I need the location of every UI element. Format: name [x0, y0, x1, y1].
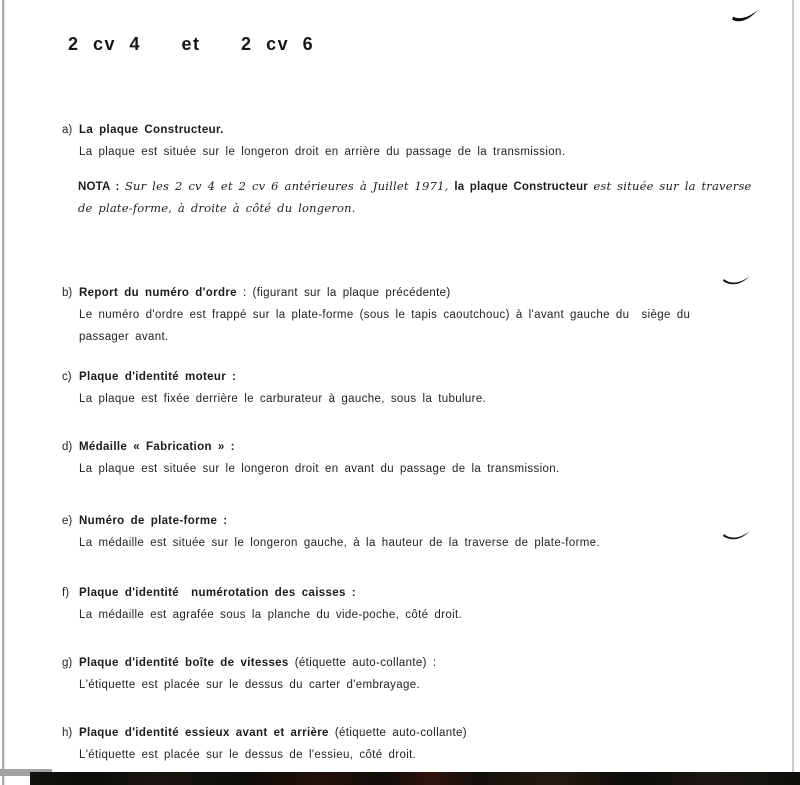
section-label: b): [62, 287, 73, 299]
section-e: [62, 511, 600, 554]
section-label: d): [62, 441, 73, 453]
check-mark-icon: [722, 272, 752, 288]
scan-edge-right: [792, 0, 794, 785]
section-body-line: L'étiquette est placée sur le dessus du carter d'embrayage.: [79, 679, 421, 691]
nota-line-2: de plate-forme, à droite à côté du longeron.: [78, 201, 356, 215]
section-heading: Médaille « Fabrication » :: [79, 441, 235, 453]
section-body-line: La plaque est située sur le longeron droit en arrière du passage de la transmission.: [79, 146, 566, 158]
section-d: [62, 437, 560, 480]
section-body-line: La plaque est située sur le longeron droit en avant du passage de la transmission.: [79, 463, 560, 475]
section-body-line: L'étiquette est placée sur le dessus de l'essieu, côté droit.: [79, 749, 417, 761]
scan-artifact-black-bar: [30, 772, 800, 785]
section-body-line: La médaille est située sur le longeron gauche, à la hauteur de la traverse de plate-forme.: [79, 537, 600, 549]
section-heading: La plaque Constructeur.: [79, 124, 224, 136]
section-h: [62, 723, 467, 766]
check-mark-icon: [722, 527, 752, 543]
section-body-line: La médaille est agrafée sous la planche du vide-poche, côté droit.: [79, 609, 463, 621]
scan-edge-left-light: [4, 0, 5, 785]
check-mark-icon: [731, 7, 762, 25]
section-label: g): [62, 657, 73, 669]
section-label: h): [62, 727, 73, 739]
section-heading: Plaque d'identité numérotation des caisses :: [79, 587, 356, 599]
section-heading: Plaque d'identité moteur :: [79, 371, 237, 383]
section-f: [62, 583, 462, 626]
nota-paragraph: [78, 176, 752, 219]
nota-label: NOTA :: [78, 181, 125, 193]
section-heading: Report du numéro d'ordre : (figurant sur la plaque précédente): [79, 287, 451, 299]
section-label: e): [62, 515, 73, 527]
section-heading: Plaque d'identité essieux avant et arrière (étiquette auto-collante): [79, 727, 467, 739]
section-heading: Plaque d'identité boîte de vitesses (étiquette auto-collante) :: [79, 657, 437, 669]
section-label: f): [62, 587, 70, 599]
section-g: [62, 653, 436, 696]
page-title: 2 cv 4 et 2 cv 6: [68, 34, 315, 54]
section-a: [62, 120, 565, 163]
section-body-line: La plaque est fixée derrière le carburateur à gauche, sous la tubulure.: [79, 393, 487, 405]
nota-bold: la plaque Constructeur: [454, 181, 594, 193]
section-label: a): [62, 124, 73, 136]
section-c: [62, 367, 486, 410]
section-b: [62, 283, 690, 348]
section-body-line: Le numéro d'ordre est frappé sur la plate-forme (sous le tapis caoutchouc) à l'avant gauche du siège du: [79, 309, 691, 321]
section-heading: Numéro de plate-forme :: [79, 515, 228, 527]
nota-italic-1: Sur les 2 cv 4 et 2 cv 6 antérieures à Juillet 1971,: [124, 179, 455, 193]
section-label: c): [62, 371, 72, 383]
nota-italic-2: est située sur la traverse: [593, 179, 752, 193]
section-body-line: passager avant.: [79, 331, 169, 343]
